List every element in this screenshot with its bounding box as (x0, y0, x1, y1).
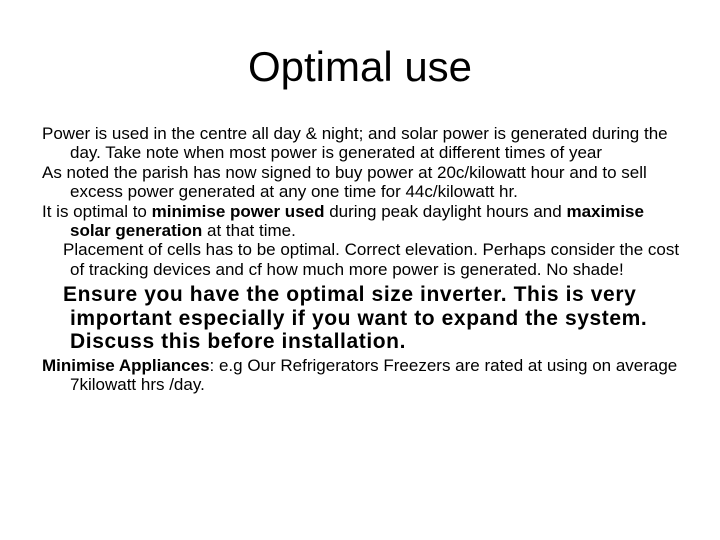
paragraph-cell-placement: Placement of cells has to be optimal. Correct elevation. Perhaps consider the cost of tracking devices and cf how much more power is generated. No shade! (63, 240, 680, 279)
bold-minimise-appliances: Minimise Appliances (42, 355, 210, 375)
paragraph-power-usage: Power is used in the centre all day & night; and solar power is generated during the day. Take note when most power is generated at different times of year (42, 124, 668, 163)
slide-body (42, 124, 682, 395)
text-run: during peak daylight hours and (324, 201, 567, 221)
bold-maximise-generation: maximise solar generation (70, 201, 644, 241)
paragraph-optimal-strategy (42, 202, 682, 241)
bold-minimise-power: minimise power used (151, 201, 325, 221)
slide-title: Optimal use (247, 43, 473, 90)
paragraph-appliances (42, 356, 682, 395)
text-run: It is optimal to (42, 201, 152, 221)
paragraph-inverter: Ensure you have the optimal size inverter. This is very important especially if you want to expand the system. Discuss this before installation. (63, 283, 648, 354)
text-run: : e.g Our Refrigerators Freezers are rated at using on average 7kilowatt hrs /day. (70, 355, 678, 395)
paragraph-tariff: As noted the parish has now signed to buy power at 20c/kilowatt hour and to sell excess power generated at any one time for 44c/kilowatt hr. (42, 162, 647, 202)
text-run: at that time. (202, 221, 296, 241)
